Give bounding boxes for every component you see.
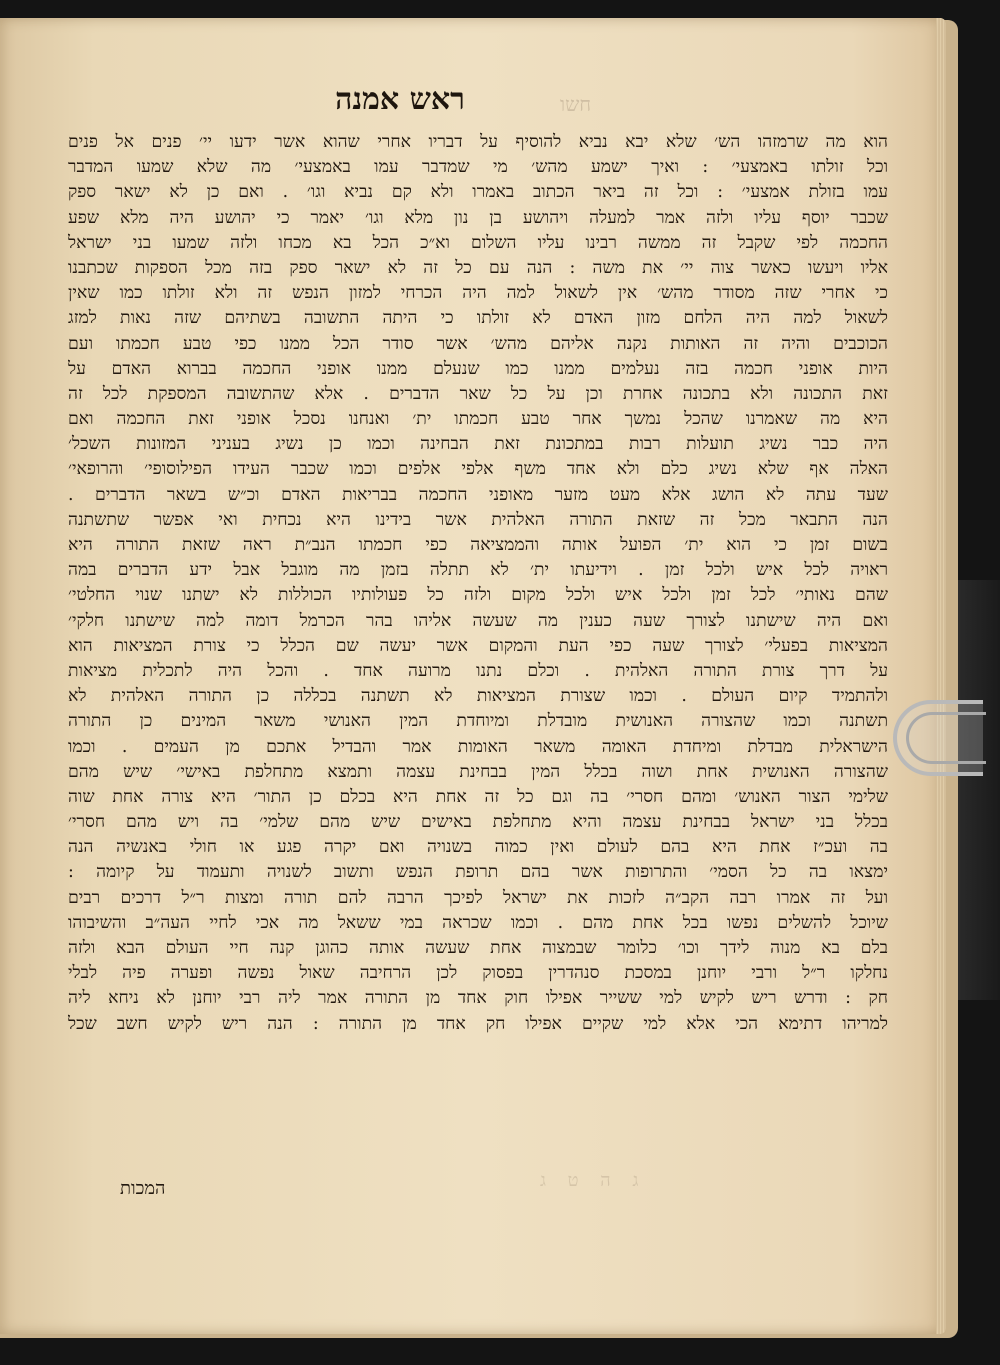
text-line: נחלקו ר״ל ורבי יוחנן במסכת סנהדרין בפסוק לכן הרחיבה שאול נפשה ופערה פיה לבלי	[68, 963, 888, 984]
text-line: זאת התכונה ולא בתכונה אחרת וכן על כל שאר הדברים . אלא שהתשובה המספקת לכל זה	[68, 383, 888, 404]
text-line: החכמה לפי שקבל זה ממשה רבינו עליו השלום וא״כ הכל בא מכחו ולזה שמעו בני ישראל	[68, 232, 888, 253]
text-line: וכל זולתו באמצעי׳ : ואיך ישמע מהש׳ מי שמדבר עמו באמצעי׳ מה שלא שמעו המדבר	[68, 157, 888, 178]
text-line: ימצאו בה כל הסמי׳ והתרופות אשר בהם תרופת הנפש ותשוב לשנויה ותעמוד על קיומה :	[68, 862, 888, 883]
text-line: היא מה שאמרנו שהכל נמשך אחר טבע חכמתו ית׳ ואנחנו נסכל אופני זאת החכמה ואם	[68, 409, 888, 430]
bleed-through-marks: ג ה ט ג	[540, 1170, 647, 1191]
text-line: עמו בזולת אמצעי׳ : וכל זה ביאר הכתוב באמרו ולא קם נביא וגו׳ . ואם כן לא ישאר ספק	[68, 182, 888, 203]
running-head: ראש אמנה	[335, 82, 465, 117]
page-clip-inner	[906, 712, 986, 764]
text-line: ולהתמיד קיום העולם . וכמו שצורת המציאות לא תשתנה בכללה כן התורה האלהית לא	[68, 686, 888, 707]
text-line: שעד עתה לא הושג אלא מעט מזער מאופני החכמה בבריאות האדם וכ״ש בשאר הדברים .	[68, 484, 888, 505]
text-line: בלם בא מנוה לידך וכו׳ כלומר שבמצוה אחת שעשה אותה כהוגן קנה חיי העולם הבא ולזה	[68, 938, 888, 958]
text-line: שהם נאותי׳ לכל זמן ולכל איש ולכל מקום ולזה כל פעולותיו הכוללות לא ישתנו שנוי החלטי׳	[68, 585, 888, 606]
text-line: על דרך צורת התורה האלהית . וכלם נתנו מרועה אחד . והכל היה לתכלית מציאות	[68, 660, 888, 681]
main-text-block	[68, 130, 888, 1037]
text-line: לשאול למה היה הלחם מזון האדם לא זולתו כי היתה התשובה בשתיהם שזה נאות למזג	[68, 308, 888, 329]
text-line: היות אופני חכמה בזה נעלמים ממנו כמו שנעלם ממנו אופני החכמה בברוא האדם על	[68, 358, 888, 379]
text-line: שהצורה האנושית אחת ושוה בכלל המין בבחינת עצמה ותמצא מתחלפת באישי׳ שיש מהם	[68, 761, 888, 782]
text-line: היה כבר נשיג תועלות רבות במתכונת זאת הבחינה וכמו כן נשיג בעניני המזונות השכל׳	[68, 434, 888, 455]
text-line: בשום זמן כי הוא ית׳ הפועל אותה והממציאה כפי חכמתו הנב״ת ראה שזאת התורה היא	[68, 535, 888, 555]
text-line: בה ועכ״ז אחת היא בהם לעולם ואין כמוה בשנויה ואם יקרה פגע או חולי באנשיה הנה	[68, 837, 888, 858]
text-line: ועל זה אמרו רבה הקב״ה לזכות את ישראל לפיכך הרבה להם תורה ומצות ר״ל דרכים רבים	[68, 887, 888, 908]
text-line: האלה אף שלא נשיג כלם ולא אחד משף אלפי אלפים וכמו שכבר העידו הפילוסופי׳ והרופאי׳	[68, 459, 888, 480]
scan-holder-tab	[958, 580, 1000, 1000]
text-line: שיוכל להשלים נפשו בכל אחת מהם . וכמו שכראה במי ששאל מה אכי לחיי העה״ב והשיבוהו	[68, 912, 888, 933]
catchword: המכות	[120, 1178, 166, 1199]
text-line: חק : ודרש ריש לקיש למי ששייר אפילו חוק אחד מן התורה אמר ליה רבי יוחנן לא ניחא ליה	[68, 988, 888, 1009]
text-line: כי אחרי שזה מסודר מהש׳ אין לשאול למה היה הכרחי למזון הנפש זה ולא זולתו כמו שאין	[68, 283, 888, 304]
page-edge	[936, 18, 946, 1334]
text-line: תשתנה וכמו שהצורה האנושית מובדלת ומיוחדת המין האנושי משאר המינים כן התורה	[68, 711, 888, 732]
text-line: המציאות בפעלי׳ לצורך שעה כפי העת והמקום אשר יעשה שם הכלל כי צורת המציאות הוא	[68, 635, 888, 656]
text-line: שלימי הצור האנוש׳ ומהם חסרי׳ בה וגם כל זה אחת היא בכלם כן התור׳ היא צורה אחת שוה	[68, 786, 888, 807]
text-line: אליו ויעשו כאשר צוה יי׳ את משה : הנה עם כל זה לא ישאר ספק בזה מכל הספקות שכתבנו	[68, 257, 888, 278]
text-line: ואם היה שישתנו לצורך שעה כענין מה שעשה אליהו בהר הכרמל דומה למה שישתנו חלקי׳	[68, 610, 888, 631]
text-line: הכוכבים והיה זה האותות נקנה אליהם מהש׳ אשר סודר הכל ממנו כפי טבע חכמתו ועם	[68, 333, 888, 354]
text-line: שכבר יוסף עליו ולזה אמר למעלה ויהושע בן נון מלא וגו׳ יאמר כי יהושע היה מלא שפע	[68, 207, 888, 228]
text-line: הוא מה שרמזהו הש׳ שלא יבא נביא להוסיף על דבריו אחרי שהוא אשר ידעו יי׳ פנים אל פנים	[68, 132, 888, 152]
text-line: הישראלית מבדלת ומיחדת האומה משאר האומות אמר והבדיל אתכם מן העמים . וכמו	[68, 736, 888, 757]
text-line: בכלל בני ישראל בבחינת עצמה והיא מתחלפת באישים שיש מהם שלמי׳ בה ויש מהם חסרי׳	[68, 812, 888, 833]
text-line: ראויה לכל איש ולכל זמן . וידיעתו ית׳ לא תתלה בזמן מה מוגבל אבל ידע הדברים במה	[68, 560, 888, 581]
text-line: למריהו דתימא הכי אלא למי שקיים אפילו חק אחד מן התורה : הנה ריש לקיש חשב שכל	[68, 1013, 888, 1034]
text-line: הנה התבאר מכל זה שזאת התורה האלהית אשר בידינו היא נכחית ואי אפשר שתשתנה	[68, 509, 888, 530]
bleed-through-heading: חשו	[560, 92, 592, 116]
